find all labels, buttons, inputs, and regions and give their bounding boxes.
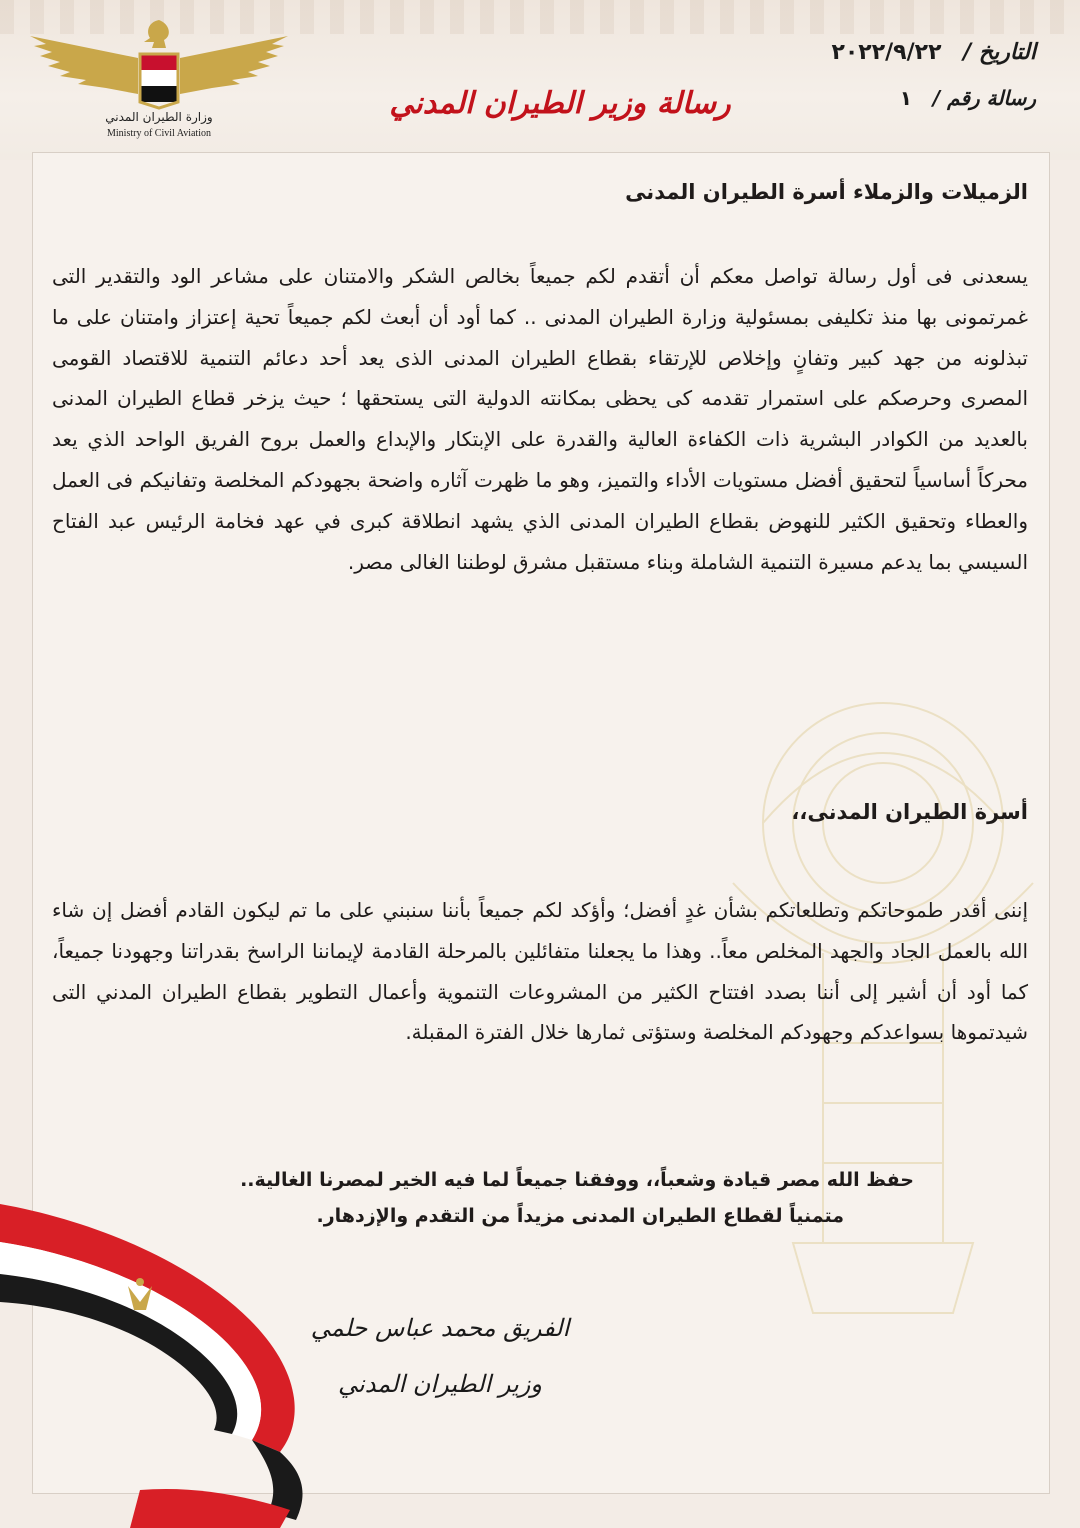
closing-line-2: متمنياً لقطاع الطيران المدنى مزيداً من التقدم والإزدهار. — [316, 1205, 844, 1227]
signature-name: الفريق محمد عباس حلمي — [310, 1314, 570, 1342]
salutation: الزميلات والزملاء أسرة الطيران المدنى — [625, 180, 1028, 204]
ministry-logo — [26, 18, 292, 150]
logo-english-name: Ministry of Civil Aviation — [107, 128, 211, 139]
paragraph-1: يسعدنى فى أول رسالة تواصل معكم أن أتقدم لكم جميعاً بخالص الشكر والامتنان على مشاعر الود والتقدير التى غمرتمونى بها منذ تكليفى بمسئولية وزارة الطيران المدنى .. كما أود أن أبعث لكم جميعاً تحية إعتزاز وامتنان على ما تبذلونه من جهد كبير وتفانٍ وإخلاص للإرتقاء بقطاع الطيران المدنى الذى يعد أحد دعائم التنمية للاقتصاد القومى المصرى وحرصكم على استمرار تقدمه كى يحظى بمكانته الدولية التى يستحقها ؛ حيث يزخر قطاع الطيران المدنى بالعديد من الكوادر البشرية ذات الكفاءة العالية والقدرة على الإبتكار والإبداع والعمل بروح الفريق الواحد الذي يعد محركاً أساسياً لتحقيق أفضل مستويات الأداء والتميز، وهو ما ظهرت آثاره واضحة بجهودكم المخلصة وتفانيكم فى العمل والعطاء وتحقيق الكثير للنهوض بقطاع الطيران المدنى الذي يشهد انطلاقة كبرى في عهد فخامة الرئيس عبد الفتاح السيسي بما يدعم مسيرة التنمية الشاملة وبناء مستقبل مشرق لوطننا الغالى مصر. — [52, 264, 1028, 574]
egypt-flag-ribbon-icon — [0, 1190, 340, 1528]
logo-arabic-name: وزارة الطيران المدني — [105, 110, 213, 124]
letter-number-value: ١ — [899, 86, 912, 110]
section-heading: أسرة الطيران المدنى،، — [791, 800, 1028, 824]
closing-line-1: حفظ الله مصر قيادة وشعباً،، ووفقنا جميعاً لما فيه الخير لمصرنا الغالية.. — [240, 1169, 914, 1191]
letter-title: رسالة وزير الطيران المدني — [389, 86, 731, 121]
signature — [300, 1300, 580, 1412]
signature-title: وزير الطيران المدني — [338, 1370, 542, 1398]
letter-number-label: رسالة رقم / — [932, 86, 1036, 110]
date-line — [831, 40, 1036, 65]
eagle-wings-emblem-icon — [26, 18, 292, 110]
date-label: التاريخ / — [963, 40, 1036, 65]
letter-number-line — [900, 86, 1036, 110]
date-value: ٢٠٢٢/٩/٢٢ — [831, 40, 942, 65]
paragraph-2: إننى أقدر طموحاتكم وتطلعاتكم بشأن غدٍ أفضل؛ وأؤكد لكم جميعاً بأننا سنبني على ما تم ليكون القادم أفضل إن شاء الله بالعمل الجاد والجهد المخلص معاً.. وهذا ما يجعلنا متفائلين بالمرحلة القادمة لإيماننا الراسخ بقدراتنا وجهودنا جميعاً، كما أود أن أشير إلى أننا بصدد افتتاح الكثير من المشروعات التنموية وأعمال التطوير بقطاع الطيران المدني التى شيدتموها بسواعدكم وجهودكم المخلصة وستؤتى ثمارها خلال الفترة المقبلة. — [52, 898, 1028, 1045]
